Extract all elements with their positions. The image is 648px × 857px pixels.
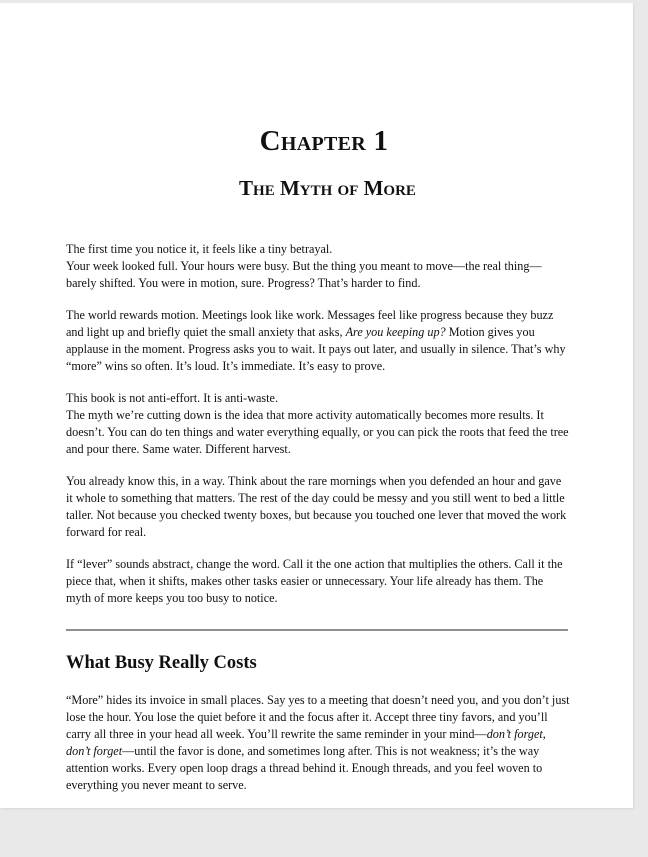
document-page bbox=[0, 3, 633, 808]
section-text-before: “More” hides its invoice in small places. Say yes to a meeting that doesn’t need you, and you don’t just lose the hour. You lose the quiet before it and the focus after it. Accept three tiny favors, and you’ll carry all three in your head all week. You’ll rewrite the same reminder in your mind— bbox=[66, 693, 570, 741]
section-text-after: —until the favor is done, and sometimes long after. This is not weakness; it’s the way attention works. Every open loop drags a thread behind it. Enough threads, and you feel woven to everything you never meant to serve. bbox=[66, 744, 543, 792]
chapter-label: Chapter 1 bbox=[259, 125, 389, 157]
paragraph-2-emphasis: Are you keeping up? bbox=[345, 325, 446, 339]
section-heading: What Busy Really Costs bbox=[66, 653, 257, 673]
paragraph-2-text-after: Motion gives you applause in the moment. Progress asks you to wait. It pays out later, and usually in silence. That’s why “more” wins so often. It’s loud. It’s immediate. It’s easy to prove. bbox=[66, 325, 566, 373]
paragraph-3-line-1: This book is not anti-effort. It is anti-waste. bbox=[66, 391, 279, 405]
paragraph-5: If “lever” sounds abstract, change the word. Call it the one action that multiplies the others. Call it the piece that, when it shifts, makes other tasks easier or unnecessary. Your life already has them. The myth of more keeps you too busy to notice. bbox=[66, 557, 563, 605]
paragraph-3-line-2: The myth we’re cutting down is the idea that more activity automatically becomes more results. It doesn’t. You can do ten things and water everything equally, or you can pick the roots that feed the tree and pour there. Same water. Different harvest. bbox=[66, 408, 569, 456]
paragraph-1-line-1: The first time you notice it, it feels like a tiny betrayal. bbox=[66, 242, 333, 256]
chapter-title: The Myth of More bbox=[239, 176, 416, 200]
chapter-body bbox=[66, 241, 571, 622]
section-emphasis: don’t forget, don’t forget bbox=[66, 727, 546, 758]
paragraph-2-text-before: The world rewards motion. Meetings look like work. Messages feel like progress because they buzz and light up and briefly quiet the small anxiety that asks, bbox=[66, 308, 554, 339]
section-divider bbox=[66, 629, 568, 631]
paragraph-1-line-2: Your week looked full. Your hours were busy. But the thing you meant to move—the real thing—barely shifted. You were in motion, sure. Progress? That’s harder to find. bbox=[66, 259, 542, 290]
paragraph-2 bbox=[66, 307, 571, 375]
section-paragraph bbox=[66, 692, 571, 794]
paragraph-3 bbox=[66, 390, 571, 458]
paragraph-4: You already know this, in a way. Think about the rare mornings when you defended an hour and gave it whole to something that matters. The rest of the day could be messy and you still went to bed a little taller. Not because you checked twenty boxes, but because you touched one lever that moved the work forward for real. bbox=[66, 474, 567, 539]
paragraph-1 bbox=[66, 241, 571, 292]
